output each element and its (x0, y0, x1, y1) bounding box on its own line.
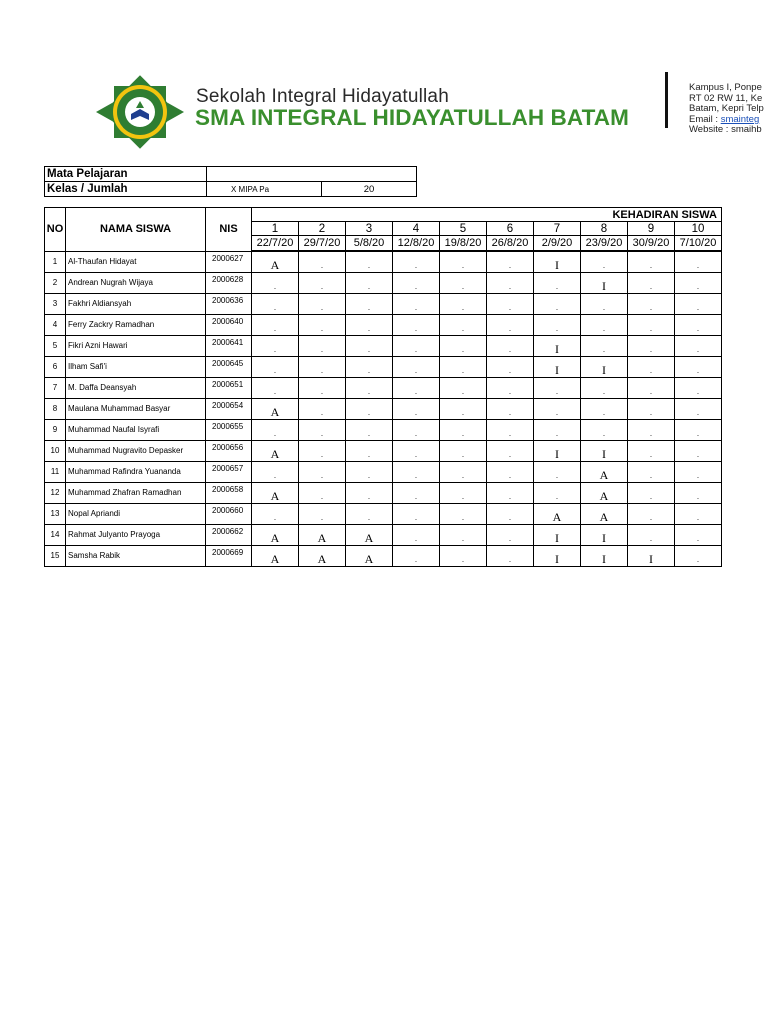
attendance-mark: A (299, 524, 346, 545)
attendance-mark: . (440, 293, 487, 314)
student-name: Maulana Muhammad Basyar (66, 398, 206, 419)
attendance-mark: . (628, 461, 675, 482)
attendance-mark: . (628, 335, 675, 356)
attendance-mark: . (675, 314, 722, 335)
attendance-mark: . (252, 461, 299, 482)
attendance-mark: . (487, 335, 534, 356)
attendance-mark: . (393, 440, 440, 461)
session-date: 23/9/20 (581, 236, 628, 252)
attendance-mark: . (299, 377, 346, 398)
attendance-mark: . (440, 503, 487, 524)
attendance-mark: . (346, 251, 393, 272)
attendance-mark: . (534, 482, 581, 503)
attendance-mark: . (628, 314, 675, 335)
attendance-mark: . (487, 314, 534, 335)
attendance-mark: . (487, 251, 534, 272)
attendance-mark: . (299, 293, 346, 314)
attendance-mark: I (581, 545, 628, 566)
attendance-mark: . (393, 293, 440, 314)
attendance-mark: . (299, 314, 346, 335)
student-name: M. Daffa Deansyah (66, 377, 206, 398)
attendance-mark: . (534, 272, 581, 293)
attendance-mark: . (628, 440, 675, 461)
session-number: 1 (252, 222, 299, 236)
student-nis: 2000641 (206, 335, 252, 356)
attendance-mark: . (393, 272, 440, 293)
attendance-mark: . (675, 545, 722, 566)
student-count: 20 (322, 182, 417, 197)
session-date: 19/8/20 (440, 236, 487, 252)
attendance-mark: . (440, 335, 487, 356)
contact-address-1: Kampus I, Ponpe (689, 82, 762, 93)
student-no: 13 (45, 503, 66, 524)
session-date: 7/10/20 (675, 236, 722, 252)
attendance-mark: . (440, 461, 487, 482)
table-row (45, 293, 722, 314)
session-number: 8 (581, 222, 628, 236)
table-row (45, 251, 722, 272)
attendance-mark: . (393, 335, 440, 356)
attendance-mark: . (628, 272, 675, 293)
student-no: 15 (45, 545, 66, 566)
subject-label: Mata Pelajaran (45, 167, 207, 182)
table-row (45, 335, 722, 356)
attendance-mark: A (252, 440, 299, 461)
session-date: 5/8/20 (346, 236, 393, 252)
student-nis: 2000636 (206, 293, 252, 314)
attendance-mark: . (581, 377, 628, 398)
attendance-mark: . (581, 314, 628, 335)
attendance-mark: . (487, 461, 534, 482)
attendance-mark: . (534, 377, 581, 398)
attendance-mark: I (534, 356, 581, 377)
attendance-mark: . (346, 419, 393, 440)
contact-email-link[interactable]: smainteg (720, 113, 760, 125)
attendance-mark: . (675, 251, 722, 272)
attendance-mark: . (299, 356, 346, 377)
attendance-mark: . (675, 461, 722, 482)
student-nis: 2000658 (206, 482, 252, 503)
session-date: 2/9/20 (534, 236, 581, 252)
attendance-mark: . (440, 251, 487, 272)
attendance-mark: . (487, 419, 534, 440)
attendance-mark: A (581, 461, 628, 482)
student-name: Andrean Nugrah Wijaya (66, 272, 206, 293)
student-name: Muhammad Zhafran Ramadhan (66, 482, 206, 503)
attendance-mark: . (440, 524, 487, 545)
student-name: Rahmat Julyanto Prayoga (66, 524, 206, 545)
attendance-mark: . (440, 377, 487, 398)
attendance-mark: . (299, 482, 346, 503)
attendance-mark: A (299, 545, 346, 566)
attendance-mark: I (581, 440, 628, 461)
student-nis: 2000640 (206, 314, 252, 335)
attendance-mark: . (628, 503, 675, 524)
student-no: 1 (45, 251, 66, 272)
student-no: 4 (45, 314, 66, 335)
table-row (45, 482, 722, 503)
attendance-mark: . (252, 377, 299, 398)
attendance-mark: . (346, 314, 393, 335)
student-no: 3 (45, 293, 66, 314)
attendance-mark: . (628, 482, 675, 503)
session-number: 5 (440, 222, 487, 236)
student-name: Fakhri Aldiansyah (66, 293, 206, 314)
session-number: 7 (534, 222, 581, 236)
contact-block (689, 83, 764, 136)
attendance-mark: . (393, 251, 440, 272)
attendance-mark: A (534, 503, 581, 524)
student-no: 10 (45, 440, 66, 461)
attendance-mark: . (393, 524, 440, 545)
student-no: 2 (45, 272, 66, 293)
attendance-mark: A (581, 503, 628, 524)
attendance-mark: A (346, 545, 393, 566)
class-label: Kelas / Jumlah (45, 182, 207, 197)
attendance-mark: . (581, 293, 628, 314)
attendance-mark: . (487, 482, 534, 503)
attendance-mark: . (299, 461, 346, 482)
attendance-mark: . (252, 314, 299, 335)
student-name: Muhammad Naufal Isyrafi (66, 419, 206, 440)
student-no: 9 (45, 419, 66, 440)
attendance-mark: . (628, 293, 675, 314)
table-row (45, 419, 722, 440)
attendance-mark: I (581, 356, 628, 377)
student-name: Nopal Apriandi (66, 503, 206, 524)
attendance-mark: . (299, 251, 346, 272)
attendance-mark: . (628, 419, 675, 440)
attendance-mark: . (675, 503, 722, 524)
attendance-mark: . (581, 419, 628, 440)
attendance-mark: . (628, 524, 675, 545)
attendance-mark: . (346, 461, 393, 482)
attendance-mark: . (252, 419, 299, 440)
col-nis-header: NIS (206, 208, 252, 252)
attendance-mark: . (299, 272, 346, 293)
session-date: 12/8/20 (393, 236, 440, 252)
attendance-mark: . (346, 398, 393, 419)
class-info-table (44, 166, 417, 197)
subject-value (207, 167, 417, 182)
student-name: Ilham Safi'i (66, 356, 206, 377)
attendance-mark: . (675, 524, 722, 545)
school-title: SMA INTEGRAL HIDAYATULLAH BATAM (195, 105, 629, 130)
class-row (45, 182, 417, 197)
student-name: Muhammad Nugravito Depasker (66, 440, 206, 461)
student-no: 11 (45, 461, 66, 482)
attendance-mark: . (440, 419, 487, 440)
student-no: 7 (45, 377, 66, 398)
attendance-mark: I (534, 251, 581, 272)
attendance-mark: . (675, 335, 722, 356)
session-date: 29/7/20 (299, 236, 346, 252)
contact-address-3: Batam, Kepri Telp (689, 103, 764, 115)
attendance-mark: I (534, 335, 581, 356)
session-number: 3 (346, 222, 393, 236)
attendance-mark: A (252, 524, 299, 545)
contact-address-2: RT 02 RW 11, Ke (689, 92, 763, 104)
attendance-mark: . (628, 398, 675, 419)
attendance-mark: . (581, 251, 628, 272)
school-logo-emblem (94, 75, 186, 149)
student-no: 14 (45, 524, 66, 545)
attendance-mark: . (487, 545, 534, 566)
attendance-mark: . (393, 461, 440, 482)
attendance-mark: . (487, 293, 534, 314)
session-number: 2 (299, 222, 346, 236)
session-date: 22/7/20 (252, 236, 299, 252)
student-nis: 2000628 (206, 272, 252, 293)
student-nis: 2000662 (206, 524, 252, 545)
attendance-mark: . (581, 335, 628, 356)
attendance-mark: . (393, 482, 440, 503)
attendance-mark: . (440, 440, 487, 461)
col-attendance-header: KEHADIRAN SISWA (252, 208, 722, 222)
table-row (45, 272, 722, 293)
student-no: 5 (45, 335, 66, 356)
student-nis: 2000645 (206, 356, 252, 377)
student-name: Ferry Zackry Ramadhan (66, 314, 206, 335)
student-nis: 2000651 (206, 377, 252, 398)
attendance-mark: . (299, 335, 346, 356)
attendance-mark: . (299, 503, 346, 524)
attendance-mark: I (581, 272, 628, 293)
attendance-mark: A (252, 398, 299, 419)
attendance-mark: . (346, 377, 393, 398)
attendance-mark: . (299, 419, 346, 440)
student-no: 6 (45, 356, 66, 377)
attendance-mark: . (675, 419, 722, 440)
attendance-mark: . (487, 377, 534, 398)
attendance-mark: I (534, 440, 581, 461)
class-value: X MIPA Pa (207, 182, 322, 197)
session-number: 4 (393, 222, 440, 236)
attendance-mark: . (487, 524, 534, 545)
attendance-mark: . (581, 398, 628, 419)
attendance-mark: . (628, 251, 675, 272)
attendance-mark: . (628, 356, 675, 377)
attendance-mark: . (252, 503, 299, 524)
student-name: Fikri Azni Hawari (66, 335, 206, 356)
student-no: 8 (45, 398, 66, 419)
attendance-mark: . (346, 293, 393, 314)
student-nis: 2000669 (206, 545, 252, 566)
student-nis: 2000656 (206, 440, 252, 461)
attendance-mark: . (675, 293, 722, 314)
attendance-mark: . (675, 482, 722, 503)
session-date: 30/9/20 (628, 236, 675, 252)
attendance-mark: . (675, 356, 722, 377)
attendance-mark: . (534, 293, 581, 314)
attendance-mark: . (252, 272, 299, 293)
attendance-mark: A (252, 482, 299, 503)
attendance-mark: . (346, 440, 393, 461)
attendance-mark: . (346, 356, 393, 377)
attendance-mark: . (346, 335, 393, 356)
attendance-mark: A (346, 524, 393, 545)
attendance-mark: . (675, 398, 722, 419)
attendance-mark: . (675, 377, 722, 398)
attendance-mark: . (346, 272, 393, 293)
attendance-mark: . (393, 398, 440, 419)
header-divider (665, 72, 668, 128)
session-number: 9 (628, 222, 675, 236)
table-row (45, 440, 722, 461)
attendance-mark: A (252, 545, 299, 566)
contact-email-label: Email : (689, 113, 721, 125)
attendance-mark: . (675, 272, 722, 293)
student-nis: 2000657 (206, 461, 252, 482)
attendance-mark: . (440, 272, 487, 293)
attendance-mark: . (252, 293, 299, 314)
attendance-body (45, 251, 722, 566)
attendance-mark: I (534, 545, 581, 566)
student-nis: 2000660 (206, 503, 252, 524)
attendance-mark: . (346, 482, 393, 503)
attendance-mark: . (299, 398, 346, 419)
attendance-table (44, 207, 722, 567)
table-row (45, 377, 722, 398)
attendance-mark: . (346, 503, 393, 524)
session-date: 26/8/20 (487, 236, 534, 252)
attendance-mark: . (487, 356, 534, 377)
attendance-mark: . (393, 377, 440, 398)
attendance-mark: . (440, 314, 487, 335)
attendance-mark: . (393, 545, 440, 566)
session-number: 6 (487, 222, 534, 236)
attendance-mark: . (440, 545, 487, 566)
attendance-mark: . (487, 440, 534, 461)
attendance-mark: . (440, 398, 487, 419)
attendance-mark: . (534, 398, 581, 419)
student-name: Samsha Rabik (66, 545, 206, 566)
attendance-mark: . (487, 503, 534, 524)
school-logo (94, 75, 186, 149)
attendance-mark: . (487, 272, 534, 293)
col-no-header: NO (45, 208, 66, 252)
attendance-mark: . (299, 440, 346, 461)
table-row (45, 524, 722, 545)
attendance-mark: A (252, 251, 299, 272)
student-nis: 2000654 (206, 398, 252, 419)
student-name: Al-Thaufan Hidayat (66, 251, 206, 272)
school-name: Sekolah Integral Hidayatullah (196, 86, 449, 107)
attendance-mark: . (440, 356, 487, 377)
table-row (45, 503, 722, 524)
table-row (45, 398, 722, 419)
attendance-mark: I (534, 524, 581, 545)
attendance-mark: . (628, 377, 675, 398)
table-row (45, 356, 722, 377)
attendance-mark: . (393, 314, 440, 335)
attendance-mark: . (252, 356, 299, 377)
attendance-mark: I (628, 545, 675, 566)
table-row (45, 545, 722, 566)
student-nis: 2000655 (206, 419, 252, 440)
attendance-mark: . (393, 503, 440, 524)
attendance-mark: . (393, 356, 440, 377)
contact-website: Website : smaihb (689, 124, 762, 136)
student-no: 12 (45, 482, 66, 503)
subject-row (45, 167, 417, 182)
attendance-mark: . (252, 335, 299, 356)
attendance-mark: . (534, 461, 581, 482)
session-number: 10 (675, 222, 722, 236)
attendance-mark: A (581, 482, 628, 503)
table-row (45, 314, 722, 335)
student-name: Muhammad Rafindra Yuananda (66, 461, 206, 482)
attendance-mark: . (534, 314, 581, 335)
attendance-mark: . (487, 398, 534, 419)
col-name-header: NAMA SISWA (66, 208, 206, 252)
attendance-mark: . (675, 440, 722, 461)
table-row (45, 461, 722, 482)
attendance-mark: . (440, 482, 487, 503)
student-nis: 2000627 (206, 251, 252, 272)
attendance-mark: . (393, 419, 440, 440)
attendance-mark: . (534, 419, 581, 440)
attendance-mark: I (581, 524, 628, 545)
